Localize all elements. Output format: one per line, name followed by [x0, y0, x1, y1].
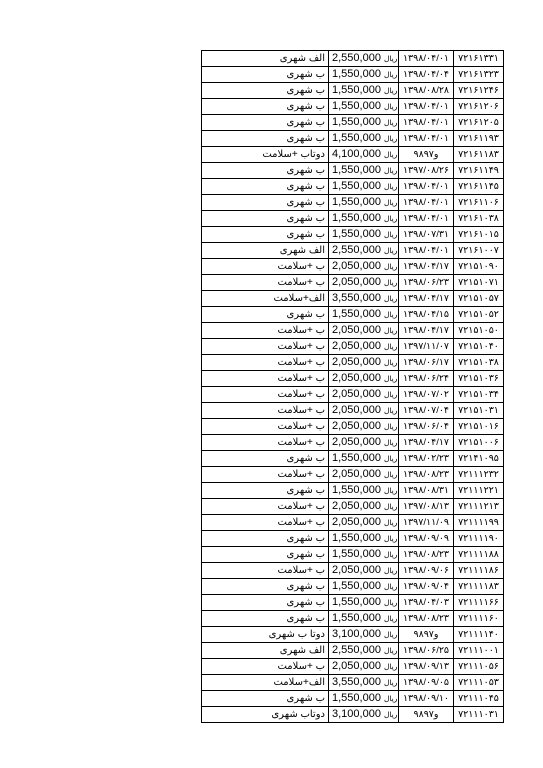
table-row [202, 51, 504, 67]
date-cell: ۱۳۹۸/۰۴/۱۷ [399, 259, 454, 275]
subscription-type-cell: ب شهری [202, 483, 329, 499]
currency-label: ریال [383, 278, 398, 287]
amount-cell [329, 291, 399, 307]
amount-cell [329, 707, 399, 723]
amount-value: 1,550,000 [332, 612, 381, 624]
currency-label: ریال [383, 246, 398, 255]
code-cell: ۷۲۱۶۱۰۱۵ [454, 227, 504, 243]
date-cell: ۱۳۹۸/۰۸/۲۸ [399, 83, 454, 99]
amount-cell [329, 243, 399, 259]
code-cell: ۷۲۱۱۱۰۵۳ [454, 675, 504, 691]
amount-value: 1,550,000 [332, 452, 381, 464]
amount-value: 2,050,000 [332, 260, 381, 272]
amount-value: 1,550,000 [332, 84, 381, 96]
amount-value: 2,050,000 [332, 420, 381, 432]
subscription-type-cell: ب شهری [202, 579, 329, 595]
subscription-type-cell: الف شهری [202, 243, 329, 259]
code-cell: ۷۲۱۱۱۱۹۰ [454, 531, 504, 547]
currency-label: ریال [383, 502, 398, 511]
table-row [202, 83, 504, 99]
amount-cell [329, 691, 399, 707]
date-cell: ۱۳۹۸/۰۸/۲۳ [399, 547, 454, 563]
amount-value: 2,050,000 [332, 276, 381, 288]
date-cell: ۱۳۹۸/۰۴/۱۵ [399, 307, 454, 323]
currency-label: ریال [383, 406, 398, 415]
amount-value: 1,550,000 [332, 548, 381, 560]
table-row [202, 355, 504, 371]
code-cell: ۷۲۱۵۱۰۴۰ [454, 339, 504, 355]
amount-value: 1,550,000 [332, 692, 381, 704]
date-cell: ۱۳۹۸/۰۶/۰۴ [399, 419, 454, 435]
code-cell: ۷۲۱۶۱۰۳۸ [454, 211, 504, 227]
currency-label: ریال [383, 678, 398, 687]
amount-cell [329, 547, 399, 563]
subscription-type-cell: ب +سلامت [202, 403, 329, 419]
currency-label: ریال [383, 534, 398, 543]
amount-value: 2,050,000 [332, 356, 381, 368]
currency-label: ریال [383, 134, 398, 143]
subscription-type-cell: ب شهری [202, 131, 329, 147]
amount-value: 1,550,000 [332, 532, 381, 544]
currency-label: ریال [383, 150, 398, 159]
table-row [202, 531, 504, 547]
subscription-type-cell: ب شهری [202, 451, 329, 467]
date-cell: ۱۳۹۸/۰۴/۰۱ [399, 195, 454, 211]
table-row [202, 227, 504, 243]
subscription-type-cell: ب +سلامت [202, 387, 329, 403]
amount-value: 1,550,000 [332, 100, 381, 112]
date-cell: ۱۳۹۸/۰۷/۰۴ [399, 403, 454, 419]
subscription-type-cell: ب +سلامت [202, 275, 329, 291]
amount-value: 1,550,000 [332, 196, 381, 208]
code-cell: ۷۲۱۱۱۰۳۱ [454, 707, 504, 723]
table-row [202, 195, 504, 211]
amount-cell [329, 83, 399, 99]
subscription-type-cell: ب +سلامت [202, 259, 329, 275]
code-cell: ۷۲۱۴۱۰۹۵ [454, 451, 504, 467]
currency-label: ریال [383, 118, 398, 127]
code-cell: ۷۲۱۵۱۰۱۶ [454, 419, 504, 435]
currency-label: ریال [383, 70, 398, 79]
subscription-type-cell: الف شهری [202, 51, 329, 67]
amount-cell [329, 643, 399, 659]
code-cell: ۷۲۱۶۱۲۰۶ [454, 99, 504, 115]
currency-label: ریال [383, 342, 398, 351]
code-cell: ۷۲۱۶۱۱۴۹ [454, 163, 504, 179]
amount-cell [329, 531, 399, 547]
amount-cell [329, 275, 399, 291]
date-cell: ۹۸و۹۷ [399, 147, 454, 163]
table-row [202, 595, 504, 611]
subscription-type-cell: ب شهری [202, 115, 329, 131]
subscription-type-cell: ب شهری [202, 163, 329, 179]
subscription-type-cell: ب شهری [202, 99, 329, 115]
currency-label: ریال [383, 454, 398, 463]
code-cell: ۷۲۱۶۱۲۰۵ [454, 115, 504, 131]
currency-label: ریال [383, 646, 398, 655]
amount-cell [329, 611, 399, 627]
currency-label: ریال [383, 86, 398, 95]
date-cell: ۱۳۹۸/۰۴/۰۱ [399, 179, 454, 195]
amount-value: 2,050,000 [332, 660, 381, 672]
amount-value: 1,550,000 [332, 180, 381, 192]
table-row [202, 451, 504, 467]
amount-value: 2,550,000 [332, 52, 381, 64]
date-cell: ۱۳۹۸/۰۴/۰۱ [399, 211, 454, 227]
amount-cell [329, 355, 399, 371]
code-cell: ۷۲۱۱۱۰۰۱ [454, 643, 504, 659]
code-cell: ۷۲۱۶۱۲۴۶ [454, 83, 504, 99]
amount-cell [329, 51, 399, 67]
table-row [202, 707, 504, 723]
table-row [202, 627, 504, 643]
code-cell: ۷۲۱۱۱۰۴۵ [454, 691, 504, 707]
subscription-type-cell: دوتاب +سلامت [202, 147, 329, 163]
amount-value: 2,550,000 [332, 644, 381, 656]
code-cell: ۷۲۱۱۱۲۲۱ [454, 483, 504, 499]
amount-cell [329, 515, 399, 531]
subscription-type-cell: ب شهری [202, 67, 329, 83]
subscription-type-cell: ب شهری [202, 211, 329, 227]
table-row [202, 371, 504, 387]
amount-cell [329, 499, 399, 515]
currency-label: ریال [383, 438, 398, 447]
amount-value: 2,050,000 [332, 500, 381, 512]
currency-label: ریال [383, 230, 398, 239]
currency-label: ریال [383, 422, 398, 431]
subscription-type-cell: ب +سلامت [202, 435, 329, 451]
subscription-type-cell: ب شهری [202, 307, 329, 323]
subscription-type-cell: ب +سلامت [202, 467, 329, 483]
table-row [202, 339, 504, 355]
currency-label: ریال [383, 214, 398, 223]
table-row [202, 499, 504, 515]
amount-cell [329, 163, 399, 179]
table-row [202, 99, 504, 115]
amount-cell [329, 579, 399, 595]
table-row [202, 147, 504, 163]
code-cell: ۷۲۱۱۱۱۶۰ [454, 611, 504, 627]
code-cell: ۷۲۱۶۱۱۰۶ [454, 195, 504, 211]
subscription-type-cell: ب +سلامت [202, 355, 329, 371]
code-cell: ۷۲۱۶۱۰۰۷ [454, 243, 504, 259]
amount-cell [329, 387, 399, 403]
amount-value: 1,550,000 [332, 484, 381, 496]
currency-label: ریال [383, 550, 398, 559]
currency-label: ریال [383, 310, 398, 319]
table-row [202, 211, 504, 227]
amount-value: 2,050,000 [332, 404, 381, 416]
date-cell: ۱۳۹۸/۰۶/۲۴ [399, 371, 454, 387]
table-row [202, 659, 504, 675]
table-row [202, 291, 504, 307]
subscription-type-cell: ب شهری [202, 595, 329, 611]
subscription-type-cell: ب شهری [202, 611, 329, 627]
code-cell: ۷۲۱۱۱۱۴۰ [454, 627, 504, 643]
table-row [202, 691, 504, 707]
date-cell: ۱۳۹۸/۰۴/۰۱ [399, 99, 454, 115]
date-cell: ۱۳۹۸/۰۹/۱۳ [399, 659, 454, 675]
amount-cell [329, 483, 399, 499]
currency-label: ریال [383, 662, 398, 671]
date-cell: ۱۳۹۸/۰۴/۰۱ [399, 115, 454, 131]
table-row [202, 515, 504, 531]
subscription-type-cell: دوتا ب شهری [202, 627, 329, 643]
amount-cell [329, 595, 399, 611]
amount-value: 1,550,000 [332, 116, 381, 128]
date-cell: ۱۳۹۸/۰۸/۳۱ [399, 483, 454, 499]
subscription-type-cell: ب شهری [202, 195, 329, 211]
amount-value: 1,550,000 [332, 580, 381, 592]
date-cell: ۱۳۹۸/۰۸/۲۳ [399, 611, 454, 627]
date-cell: ۱۳۹۸/۰۶/۲۵ [399, 643, 454, 659]
subscription-type-cell: ب +سلامت [202, 659, 329, 675]
subscription-type-cell: الف+سلامت [202, 675, 329, 691]
amount-cell [329, 99, 399, 115]
amount-cell [329, 339, 399, 355]
code-cell: ۷۲۱۶۱۱۹۳ [454, 131, 504, 147]
amount-value: 2,050,000 [332, 468, 381, 480]
records-table [201, 50, 504, 723]
amount-cell [329, 131, 399, 147]
date-cell: ۱۳۹۷/۰۸/۲۶ [399, 163, 454, 179]
amount-cell [329, 227, 399, 243]
code-cell: ۷۲۱۵۱۰۰۶ [454, 435, 504, 451]
date-cell: ۱۳۹۸/۰۹/۰۹ [399, 531, 454, 547]
subscription-type-cell: ب +سلامت [202, 371, 329, 387]
subscription-type-cell: ب شهری [202, 531, 329, 547]
amount-cell [329, 435, 399, 451]
currency-label: ریال [383, 166, 398, 175]
code-cell: ۷۲۱۵۱۰۳۱ [454, 403, 504, 419]
amount-cell [329, 419, 399, 435]
table-row [202, 259, 504, 275]
code-cell: ۷۲۱۵۱۰۷۱ [454, 275, 504, 291]
currency-label: ریال [383, 630, 398, 639]
date-cell: ۱۳۹۸/۰۶/۲۳ [399, 275, 454, 291]
code-cell: ۷۲۱۵۱۰۳۶ [454, 371, 504, 387]
date-cell: ۱۳۹۸/۰۴/۰۱ [399, 131, 454, 147]
code-cell: ۷۲۱۵۱۰۵۷ [454, 291, 504, 307]
currency-label: ریال [383, 102, 398, 111]
amount-cell [329, 147, 399, 163]
subscription-type-cell: ب +سلامت [202, 499, 329, 515]
amount-cell [329, 675, 399, 691]
amount-cell [329, 371, 399, 387]
currency-label: ریال [383, 182, 398, 191]
table-row [202, 675, 504, 691]
table-row [202, 563, 504, 579]
table-row [202, 115, 504, 131]
currency-label: ریال [383, 294, 398, 303]
code-cell: ۷۲۱۱۱۱۸۳ [454, 579, 504, 595]
amount-value: 2,050,000 [332, 516, 381, 528]
code-cell: ۷۲۱۶۱۱۴۵ [454, 179, 504, 195]
code-cell: ۷۲۱۵۱۰۹۰ [454, 259, 504, 275]
currency-label: ریال [383, 198, 398, 207]
amount-value: 1,550,000 [332, 596, 381, 608]
currency-label: ریال [383, 518, 398, 527]
code-cell: ۷۲۱۱۱۱۸۸ [454, 547, 504, 563]
code-cell: ۷۲۱۱۱۲۳۲ [454, 467, 504, 483]
amount-value: 3,550,000 [332, 292, 381, 304]
table-row [202, 275, 504, 291]
currency-label: ریال [383, 54, 398, 63]
table-row [202, 643, 504, 659]
table-row [202, 163, 504, 179]
subscription-type-cell: الف+سلامت [202, 291, 329, 307]
code-cell: ۷۲۱۵۱۰۵۰ [454, 323, 504, 339]
amount-cell [329, 259, 399, 275]
date-cell: ۱۳۹۸/۰۴/۰۱ [399, 51, 454, 67]
date-cell: ۱۳۹۸/۰۸/۲۳ [399, 467, 454, 483]
currency-label: ریال [383, 710, 398, 719]
amount-cell [329, 195, 399, 211]
subscription-type-cell: ب شهری [202, 691, 329, 707]
currency-label: ریال [383, 694, 398, 703]
date-cell: ۱۳۹۸/۰۹/۰۴ [399, 579, 454, 595]
amount-cell [329, 307, 399, 323]
amount-value: 2,050,000 [332, 564, 381, 576]
subscription-type-cell: ب +سلامت [202, 515, 329, 531]
table-row [202, 483, 504, 499]
amount-value: 1,550,000 [332, 132, 381, 144]
table-row [202, 131, 504, 147]
subscription-type-cell: ب +سلامت [202, 419, 329, 435]
amount-cell [329, 67, 399, 83]
code-cell: ۷۲۱۶۱۱۸۳ [454, 147, 504, 163]
amount-cell [329, 659, 399, 675]
table-row [202, 403, 504, 419]
subscription-type-cell: الف شهری [202, 643, 329, 659]
date-cell: ۱۳۹۸/۰۹/۱۰ [399, 691, 454, 707]
date-cell: ۱۳۹۸/۰۷/۰۲ [399, 387, 454, 403]
currency-label: ریال [383, 374, 398, 383]
code-cell: ۷۲۱۶۱۳۳۱ [454, 51, 504, 67]
records-table-body [202, 51, 504, 723]
date-cell: ۱۳۹۸/۰۲/۲۳ [399, 451, 454, 467]
date-cell: ۱۳۹۸/۰۴/۰۳ [399, 595, 454, 611]
amount-cell [329, 403, 399, 419]
table-row [202, 387, 504, 403]
amount-value: 3,100,000 [332, 708, 381, 720]
date-cell: ۹۸و۹۷ [399, 707, 454, 723]
amount-value: 1,550,000 [332, 308, 381, 320]
date-cell: ۱۳۹۸/۰۹/۰۵ [399, 675, 454, 691]
date-cell: ۱۳۹۸/۰۴/۱۷ [399, 323, 454, 339]
table-row [202, 547, 504, 563]
code-cell: ۷۲۱۵۱۰۳۴ [454, 387, 504, 403]
amount-value: 3,550,000 [332, 676, 381, 688]
subscription-type-cell: ب شهری [202, 179, 329, 195]
currency-label: ریال [383, 262, 398, 271]
subscription-type-cell: ب شهری [202, 547, 329, 563]
table-row [202, 435, 504, 451]
table-row [202, 611, 504, 627]
table-row [202, 243, 504, 259]
table-row [202, 419, 504, 435]
date-cell: ۱۳۹۸/۰۷/۳۱ [399, 227, 454, 243]
amount-value: 2,050,000 [332, 436, 381, 448]
date-cell: ۱۳۹۷/۱۱/۰۷ [399, 339, 454, 355]
date-cell: ۱۳۹۸/۰۴/۱۷ [399, 435, 454, 451]
currency-label: ریال [383, 486, 398, 495]
date-cell: ۱۳۹۸/۰۴/۰۱ [399, 243, 454, 259]
date-cell: ۱۳۹۸/۰۶/۱۷ [399, 355, 454, 371]
table-row [202, 307, 504, 323]
table-row [202, 579, 504, 595]
amount-value: 1,550,000 [332, 228, 381, 240]
amount-cell [329, 179, 399, 195]
amount-cell [329, 467, 399, 483]
amount-value: 1,550,000 [332, 212, 381, 224]
code-cell: ۷۲۱۶۱۳۲۳ [454, 67, 504, 83]
currency-label: ریال [383, 326, 398, 335]
subscription-type-cell: ب +سلامت [202, 323, 329, 339]
currency-label: ریال [383, 390, 398, 399]
subscription-type-cell: ب +سلامت [202, 563, 329, 579]
amount-cell [329, 627, 399, 643]
currency-label: ریال [383, 614, 398, 623]
subscription-type-cell: دوتاب شهری [202, 707, 329, 723]
amount-value: 2,550,000 [332, 244, 381, 256]
table-row [202, 467, 504, 483]
date-cell: ۱۳۹۷/۱۱/۰۹ [399, 515, 454, 531]
subscription-type-cell: ب +سلامت [202, 339, 329, 355]
code-cell: ۷۲۱۱۱۲۱۳ [454, 499, 504, 515]
table-row [202, 67, 504, 83]
amount-value: 1,550,000 [332, 68, 381, 80]
amount-value: 3,100,000 [332, 628, 381, 640]
subscription-type-cell: ب شهری [202, 83, 329, 99]
code-cell: ۷۲۱۵۱۰۳۸ [454, 355, 504, 371]
date-cell: ۱۳۹۸/۰۴/۱۷ [399, 291, 454, 307]
table-row [202, 179, 504, 195]
currency-label: ریال [383, 566, 398, 575]
date-cell: ۹۸و۹۷ [399, 627, 454, 643]
code-cell: ۷۲۱۱۱۱۸۶ [454, 563, 504, 579]
code-cell: ۷۲۱۱۱۱۶۶ [454, 595, 504, 611]
amount-cell [329, 211, 399, 227]
code-cell: ۷۲۱۱۱۰۵۶ [454, 659, 504, 675]
date-cell: ۱۳۹۸/۰۴/۰۴ [399, 67, 454, 83]
amount-value: 2,050,000 [332, 372, 381, 384]
amount-value: 2,050,000 [332, 388, 381, 400]
amount-value: 1,550,000 [332, 164, 381, 176]
currency-label: ریال [383, 358, 398, 367]
amount-value: 4,100,000 [332, 148, 381, 160]
amount-value: 2,050,000 [332, 324, 381, 336]
code-cell: ۷۲۱۵۱۰۵۲ [454, 307, 504, 323]
code-cell: ۷۲۱۱۱۱۹۹ [454, 515, 504, 531]
date-cell: ۱۳۹۷/۰۸/۱۳ [399, 499, 454, 515]
currency-label: ریال [383, 598, 398, 607]
subscription-type-cell: ب شهری [202, 227, 329, 243]
amount-cell [329, 563, 399, 579]
currency-label: ریال [383, 582, 398, 591]
amount-cell [329, 451, 399, 467]
amount-cell [329, 115, 399, 131]
table-row [202, 323, 504, 339]
date-cell: ۱۳۹۸/۰۹/۰۶ [399, 563, 454, 579]
currency-label: ریال [383, 470, 398, 479]
amount-value: 2,050,000 [332, 340, 381, 352]
amount-cell [329, 323, 399, 339]
